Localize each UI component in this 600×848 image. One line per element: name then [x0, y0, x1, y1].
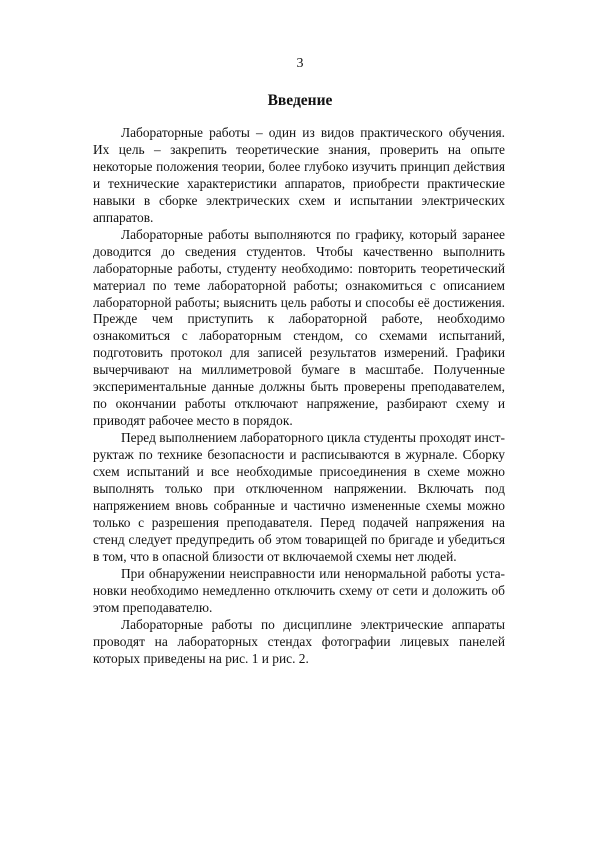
paragraph-schedule: Лабораторные работы выполняются по графику, который заранее доводится до сведения студентов. Чтобы качественно выполнить лабораторные работы, студенту необходимо: повторить теоретический материал по теме лабораторной работы; ознакомиться с описанием лабораторной работы; выяснить цель работы и способы её достижения. Прежде чем приступить к лабораторной работе, необходимо ознакомиться с лабораторным стендом, со схемами испытаний, подготовить протокол для записей результатов измерений. Графики вычерчивают на миллиметровой бумаге в масштабе. Полученные экспериментальные данные должны быть проверены преподавателем, по окончании работы отключают напряжение, разбирают схему и приводят рабочее место в порядок. [93, 226, 505, 429]
paragraph-safety: Перед выполнением лабораторного цикла студенты проходят инструктаж по технике безопасности и расписываются в журнале. Сборку схем испытаний и все необходимые присоединения в схеме можно выполнять только при отключенном напряжении. Включать под напряжением вновь собранные и частично измененные схемы можно только с разрешения преподавателя. Перед подачей напряжения на стенд следует предупредить об этом товарищей по бригаде и убедиться в том, что в опасной близости от включаемой схемы нет людей. [93, 430, 505, 564]
body-text [93, 125, 505, 668]
page-number: 3 [296, 56, 304, 71]
paragraph-stands: Лабораторные работы по дисциплине электрические аппараты проводят на лабораторных стендах фотографии лицевых панелей которых приведены на рис. 1 и рис. 2. [93, 616, 505, 666]
paragraph-intro: Лабораторные работы – один из видов практического обучения. Их цель – закрепить теоретические знания, проверить на опыте некоторые положения теории, более глубоко изучить принцип действия и технические характеристики аппаратов, приобрести практические навыки в сборке электрических схем и испытании электрических аппаратов. [93, 125, 505, 225]
paragraph-malfunction: При обнаружении неисправности или ненормальной работы установки необходимо немедленно отключить схему от сети и доложить об этом преподавателю. [93, 565, 505, 615]
page-title: Введение [267, 92, 333, 109]
